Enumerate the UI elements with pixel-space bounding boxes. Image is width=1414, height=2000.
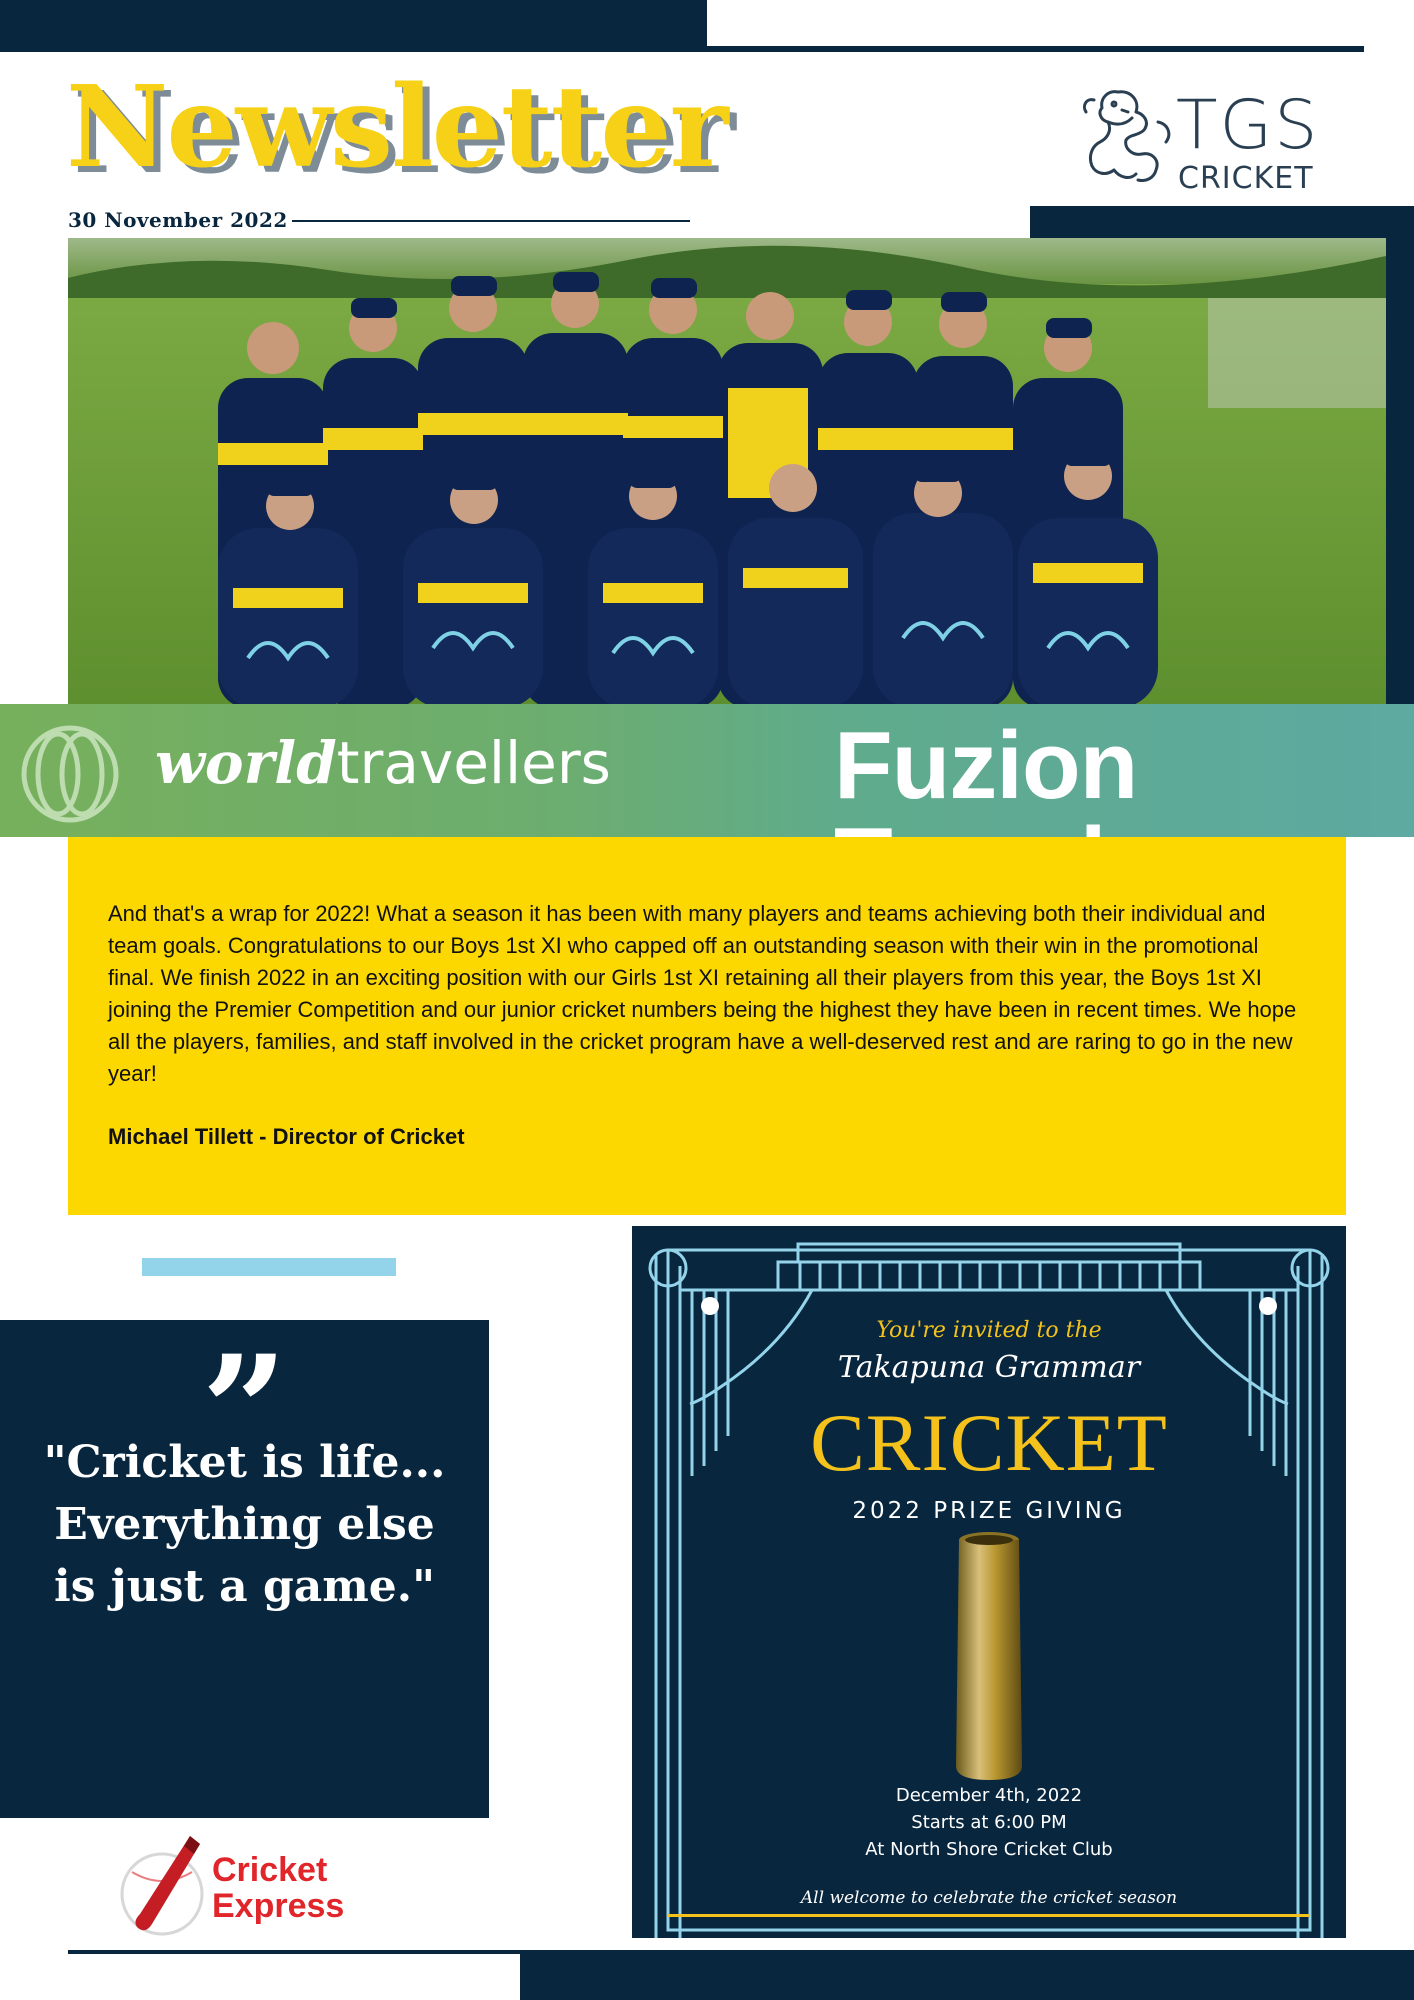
director-signature: Michael Tillett - Director of Cricket: [108, 1124, 465, 1149]
accent-bar: [142, 1258, 396, 1276]
director-message: And that's a wrap for 2022! What a season it has been with many players and teams achieving both their individual and team goals. Congratulations to our Boys 1st XI who capped off an outstanding season with their win in the promotional final. We finish 2022 in an exciting position with our Girls 1st XI retaining all their players from this year, the Boys 1st XI joining the Premier Competition and our junior cricket numbers being the highest they have been in recent times. We hope all the players, families, and staff involved in the cricket program have a well-deserved rest and are raring to go in the new year!: [108, 901, 1297, 1086]
invite-venue: At North Shore Cricket Club: [865, 1839, 1113, 1860]
issue-date: 30 November 2022: [68, 208, 288, 232]
cricket-express-line2: Express: [212, 1887, 345, 1925]
invite-gold-rule: [668, 1914, 1310, 1917]
invite-subtitle: 2022 PRIZE GIVING: [852, 1498, 1126, 1524]
invite-footer: All welcome to celebrate the cricket season: [800, 1888, 1178, 1908]
cricket-bat-ball-icon: [118, 1832, 214, 1946]
top-rule: [707, 46, 1364, 52]
date-rule: [292, 220, 690, 222]
lion-crest-icon: [1078, 82, 1178, 192]
top-navy-bar: [0, 0, 707, 52]
invite-details: [632, 1782, 1346, 1863]
world-travellers-light: travellers: [336, 729, 611, 797]
world-travellers-emblem-icon: [18, 722, 122, 830]
fuzion-travel-logo: Fuzion: [834, 712, 1138, 819]
cricket-express-logo: [212, 1852, 344, 1924]
team-photo: [68, 238, 1386, 706]
logo-cricket-text: CRICKET: [1178, 161, 1314, 196]
quote-text: "Cricket is life... Everything else is just a game.": [43, 1437, 446, 1612]
world-travellers-logo: [155, 729, 611, 797]
invite-headline: CRICKET: [810, 1397, 1168, 1488]
prize-giving-invitation: [632, 1226, 1346, 1938]
cricket-express-line1: Cricket: [212, 1851, 328, 1889]
invite-date: December 4th, 2022: [895, 1785, 1083, 1806]
footer-navy-bar: [520, 1950, 1414, 2000]
footer-rule: [68, 1950, 520, 1954]
world-travellers-bold: world: [155, 729, 337, 797]
invite-time: Starts at 6:00 PM: [911, 1812, 1067, 1833]
quote-mark-icon: ”: [201, 1323, 288, 1499]
invite-line1: You're invited to the: [876, 1318, 1102, 1343]
newsletter-title: Newsletter: [66, 62, 727, 193]
invite-line2: Takapuna Grammar: [837, 1350, 1141, 1385]
trophy-icon: [944, 1530, 1034, 1786]
logo-tgs-text: TGS: [1176, 86, 1320, 165]
